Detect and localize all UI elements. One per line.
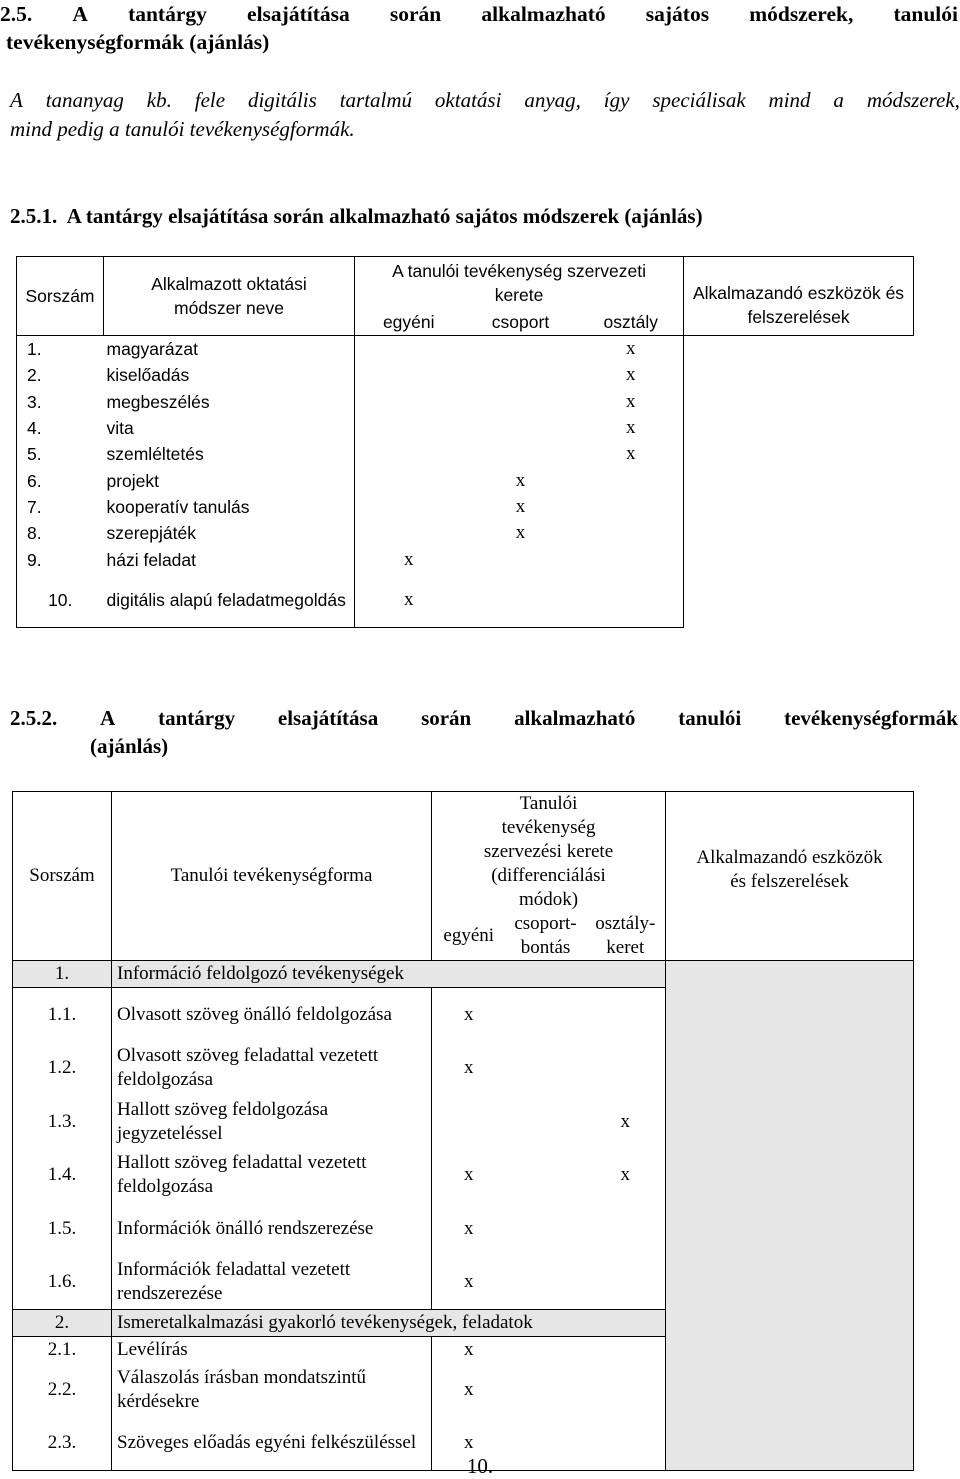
group-number: 2. [13, 1310, 112, 1337]
table-row [17, 389, 914, 415]
mark-csoport [463, 362, 579, 388]
word: során [421, 706, 472, 730]
mark-osztaly [586, 1202, 666, 1256]
header-sorszam: Sorszám [17, 257, 104, 336]
mark-egyeni [355, 336, 463, 363]
row-number: 5. [17, 441, 104, 467]
row-number: 2.3. [13, 1417, 112, 1471]
table-row [17, 494, 914, 520]
mark-osztaly [579, 520, 684, 546]
mark-egyeni: x [464, 1217, 474, 1239]
mark-csoport: x [515, 522, 526, 544]
mark-egyeni [355, 467, 463, 493]
mark-egyeni [432, 1095, 506, 1149]
word: fele [194, 88, 226, 112]
header-egyeni: egyéni [432, 912, 506, 961]
mark-egyeni: x [355, 573, 463, 628]
activity-name: Hallott szöveg feladattal vezetett feldolgozása [112, 1149, 432, 1203]
intro-paragraph [10, 86, 960, 144]
word: tantárgy [158, 706, 236, 730]
mark-csoport [506, 1202, 586, 1256]
word: tantárgy [128, 2, 207, 26]
word: speciálisak [652, 88, 746, 112]
mark-osztaly [579, 546, 684, 572]
row-number: 1.2. [13, 1042, 112, 1096]
mark-csoport [463, 389, 579, 415]
row-number: 2. [17, 362, 104, 388]
mark-csoport [463, 546, 579, 572]
header-csoport: csoport-bontás [506, 912, 586, 961]
word: így [603, 88, 630, 112]
row-number: 9. [17, 546, 104, 572]
table-row [17, 520, 914, 546]
mark-egyeni: x [464, 1378, 474, 1400]
main-heading [0, 0, 958, 56]
method-name: digitális alapú feladatmegoldás [104, 573, 355, 628]
table-row [17, 467, 914, 493]
table-row [17, 441, 914, 467]
mark-egyeni [355, 362, 463, 388]
row-number: 1.4. [13, 1149, 112, 1203]
mark-csoport: x [515, 469, 526, 491]
section2-title-line2: (ajánlás) [90, 734, 169, 758]
method-name: kooperatív tanulás [104, 494, 355, 520]
word: digitális [247, 88, 317, 112]
group-name: Információ feldolgozó tevékenységek [112, 961, 666, 988]
group-name: Ismeretalkalmazási gyakorló tevékenységek, feladatok [112, 1310, 666, 1337]
header-sorszam: Sorszám [13, 792, 112, 961]
activity-name: Információk feladattal vezetett rendszerezése [112, 1256, 432, 1310]
mark-osztaly: x [586, 1149, 666, 1203]
mark-csoport: x [515, 495, 526, 517]
mark-egyeni: x [432, 1417, 506, 1471]
mark-osztaly: x [579, 389, 684, 415]
section2-title-line1 [10, 704, 958, 732]
header-tools [684, 257, 914, 336]
mark-csoport [506, 1042, 586, 1096]
group-row [13, 961, 914, 988]
header-tools-label: Alkalmazandó eszközök és felszerelések [692, 283, 905, 327]
activity-forms-table [12, 791, 914, 1471]
word: A [100, 706, 116, 730]
table-row [17, 362, 914, 388]
mark-osztaly: x [579, 441, 684, 467]
row-number: 2.2. [13, 1363, 112, 1417]
row-number: 1.3. [13, 1095, 112, 1149]
mark-csoport [506, 1095, 586, 1149]
activity-name: Levélírás [112, 1337, 432, 1364]
section2-title [10, 704, 958, 760]
row-number: 1.6. [13, 1256, 112, 1310]
mark-osztaly [579, 467, 684, 493]
mark-csoport [506, 1337, 586, 1364]
mark-osztaly [586, 1042, 666, 1096]
row-number: 7. [17, 494, 104, 520]
header-osztaly: osztály [579, 309, 684, 336]
mark-osztaly: x [579, 336, 684, 363]
header-osztaly: osztály-keret [586, 912, 666, 961]
word: sajátos [645, 2, 710, 26]
word: tartalmú [339, 88, 413, 112]
word: módszerek, [749, 2, 854, 26]
mark-osztaly [586, 988, 666, 1042]
activity-name: Válaszolás írásban mondatszintű kérdésekre [112, 1363, 432, 1417]
method-name: szerepjáték [104, 520, 355, 546]
mark-osztaly [586, 1337, 666, 1364]
row-number: 3. [17, 389, 104, 415]
table-row [17, 336, 914, 363]
mark-egyeni: x [464, 1003, 474, 1025]
header-csoport: csoport [463, 309, 579, 336]
mark-egyeni: x [464, 1164, 474, 1186]
row-number: 1. [17, 336, 104, 363]
word: alkalmazható [481, 2, 606, 26]
word: mind [768, 88, 811, 112]
word: A [10, 88, 23, 112]
mark-egyeni [355, 415, 463, 441]
mark-csoport [506, 988, 586, 1042]
mark-egyeni [355, 494, 463, 520]
header-form: Tanulói tevékenységforma [112, 792, 432, 961]
mark-osztaly [586, 1363, 666, 1417]
activity-name: Információk önálló rendszerezése [112, 1202, 432, 1256]
tools-cell [666, 961, 914, 1471]
word: 2.5.2. [10, 706, 58, 730]
mark-csoport [463, 415, 579, 441]
mark-csoport [506, 1256, 586, 1310]
word: tanulói [893, 2, 958, 26]
word: tanulói [678, 706, 742, 730]
row-number: 10. [17, 573, 104, 628]
word: tevékenységformák [784, 706, 958, 730]
method-name: kiselőadás [104, 362, 355, 388]
row-number: 2.1. [13, 1337, 112, 1364]
mark-egyeni [355, 520, 463, 546]
activity-name: Olvasott szöveg önálló feldolgozása [112, 988, 432, 1042]
row-number: 8. [17, 520, 104, 546]
header-tools: Alkalmazandó eszközök és felszerelések [666, 792, 914, 961]
word: elsajátítása [277, 706, 379, 730]
method-name: magyarázat [104, 336, 355, 363]
group-number: 1. [13, 961, 112, 988]
word: oktatási [434, 88, 502, 112]
activity-name: Olvasott szöveg feladattal vezetett feldolgozása [112, 1042, 432, 1096]
mark-osztaly: x [579, 415, 684, 441]
word: során [389, 2, 442, 26]
row-number: 4. [17, 415, 104, 441]
mark-csoport [506, 1149, 586, 1203]
mark-egyeni: x [464, 1339, 474, 1360]
methods-table [16, 256, 914, 628]
word: tananyag [45, 88, 124, 112]
mark-osztaly: x [579, 362, 684, 388]
word: A [72, 2, 88, 26]
mark-egyeni [355, 389, 463, 415]
mark-egyeni: x [404, 548, 414, 570]
header-egyeni: egyéni [355, 309, 463, 336]
activity-name: Szöveges előadás egyéni felkészüléssel [112, 1417, 432, 1471]
page-number: 10. [466, 1454, 494, 1478]
word: módszerek, [866, 88, 960, 112]
mark-egyeni [355, 441, 463, 467]
mark-csoport [463, 441, 579, 467]
mark-csoport [506, 1363, 586, 1417]
header-method-name: Alkalmazott oktatási módszer neve [104, 257, 355, 336]
main-heading-line2: tevékenységformák (ajánlás) [6, 30, 270, 54]
section1-title: 2.5.1. A tantárgy elsajátítása során alkalmazható sajátos módszerek (ajánlás) [10, 204, 703, 228]
mark-csoport [463, 336, 579, 363]
mark-osztaly: x [586, 1095, 666, 1149]
word: kb. [146, 88, 172, 112]
table-row [17, 573, 914, 628]
intro-line2: mind pedig a tanulói tevékenységformák. [10, 117, 355, 141]
row-number: 6. [17, 467, 104, 493]
row-number: 1.1. [13, 988, 112, 1042]
main-heading-line1 [0, 0, 958, 28]
word: alkalmazható [514, 706, 636, 730]
method-name: házi feladat [104, 546, 355, 572]
mark-egyeni: x [464, 1057, 474, 1079]
word: 2.5. [0, 2, 33, 26]
table-row [17, 415, 914, 441]
word: a [833, 88, 844, 112]
mark-osztaly [579, 573, 684, 628]
mark-osztaly [586, 1256, 666, 1310]
mark-egyeni: x [464, 1271, 474, 1293]
mark-csoport [463, 573, 579, 628]
mark-osztaly [579, 494, 684, 520]
method-name: megbeszélés [104, 389, 355, 415]
word: elsajátítása [247, 2, 350, 26]
header-frame: Tanulói tevékenység szervezési kerete (differenciálási módok) [432, 792, 666, 913]
table-row [17, 546, 914, 572]
row-number: 1.5. [13, 1202, 112, 1256]
header-frame: A tanulói tevékenység szervezeti kerete [355, 257, 684, 310]
activity-name: Hallott szöveg feldolgozása jegyzeteléssel [112, 1095, 432, 1149]
method-name: vita [104, 415, 355, 441]
word: anyag, [524, 88, 581, 112]
intro-line1 [10, 86, 960, 115]
method-name: szemléltetés [104, 441, 355, 467]
method-name: projekt [104, 467, 355, 493]
